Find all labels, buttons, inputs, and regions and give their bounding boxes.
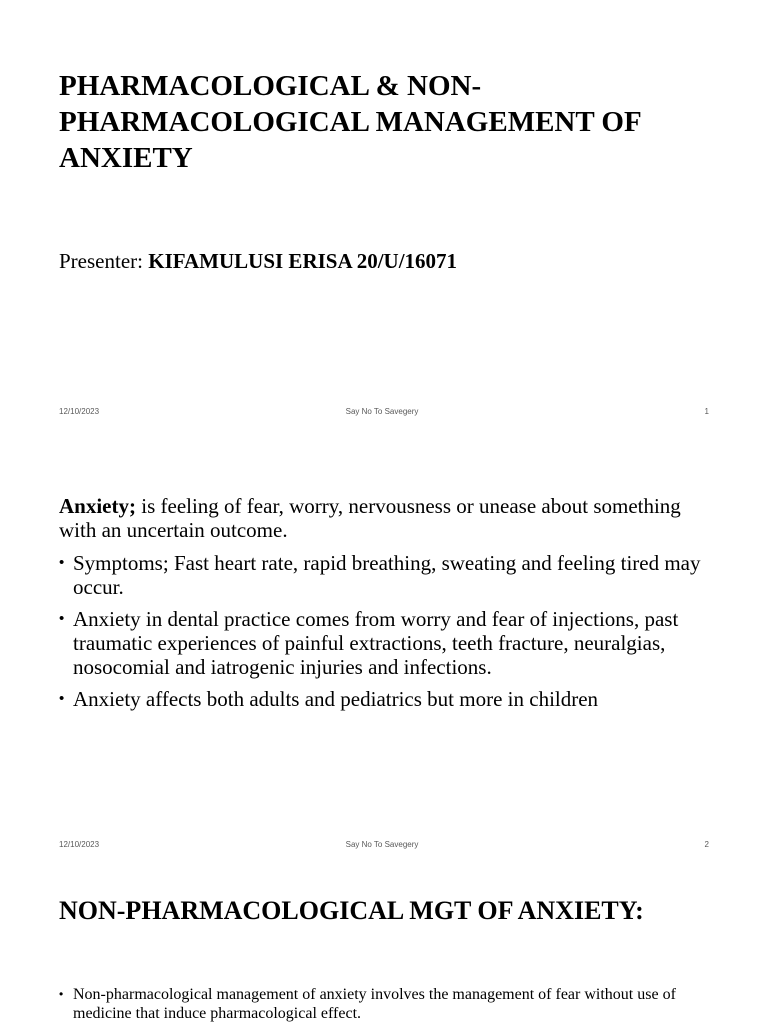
presenter-name: KIFAMULUSI ERISA 20/U/16071 bbox=[148, 249, 458, 273]
slide-3-bullet-list bbox=[59, 985, 719, 1031]
footer-center-text: Say No To Savegery bbox=[345, 407, 419, 416]
footer-page-number: 2 bbox=[704, 840, 709, 849]
list-item: • Anxiety affects both adults and pediatrics but more in children bbox=[59, 687, 719, 711]
presenter-label: Presenter: bbox=[59, 249, 149, 273]
footer-date: 12/10/2023 bbox=[59, 840, 100, 849]
list-item: • Anxiety in dental practice comes from worry and fear of injections, past traumatic experiences of painful extractions, teeth fracture, neuralgias, nosocomial and iatrogenic injuries and infections. bbox=[59, 607, 719, 679]
list-item: • Symptoms; Fast heart rate, rapid breathing, sweating and feeling tired may occur. bbox=[59, 551, 719, 599]
definition-text: is feeling of fear, worry, nervousness or unease about something with an uncertain outcome. bbox=[59, 494, 681, 542]
title-line-2: PHARMACOLOGICAL MANAGEMENT OF bbox=[59, 106, 642, 138]
footer-center-text: Say No To Savegery bbox=[345, 840, 419, 849]
title-line-1: PHARMACOLOGICAL & NON- bbox=[59, 70, 482, 102]
footer-page-number: 1 bbox=[704, 407, 709, 416]
slide-3-title: NON-PHARMACOLOGICAL MGT OF ANXIETY: bbox=[59, 896, 644, 925]
footer-date: 12/10/2023 bbox=[59, 407, 100, 416]
title-line-3: ANXIETY bbox=[59, 142, 193, 174]
list-item: • Non-pharmacological management of anxiety involves the management of fear without use of medicine that induce pharmacological effect. bbox=[59, 985, 719, 1023]
definition-term: Anxiety; bbox=[59, 494, 136, 518]
